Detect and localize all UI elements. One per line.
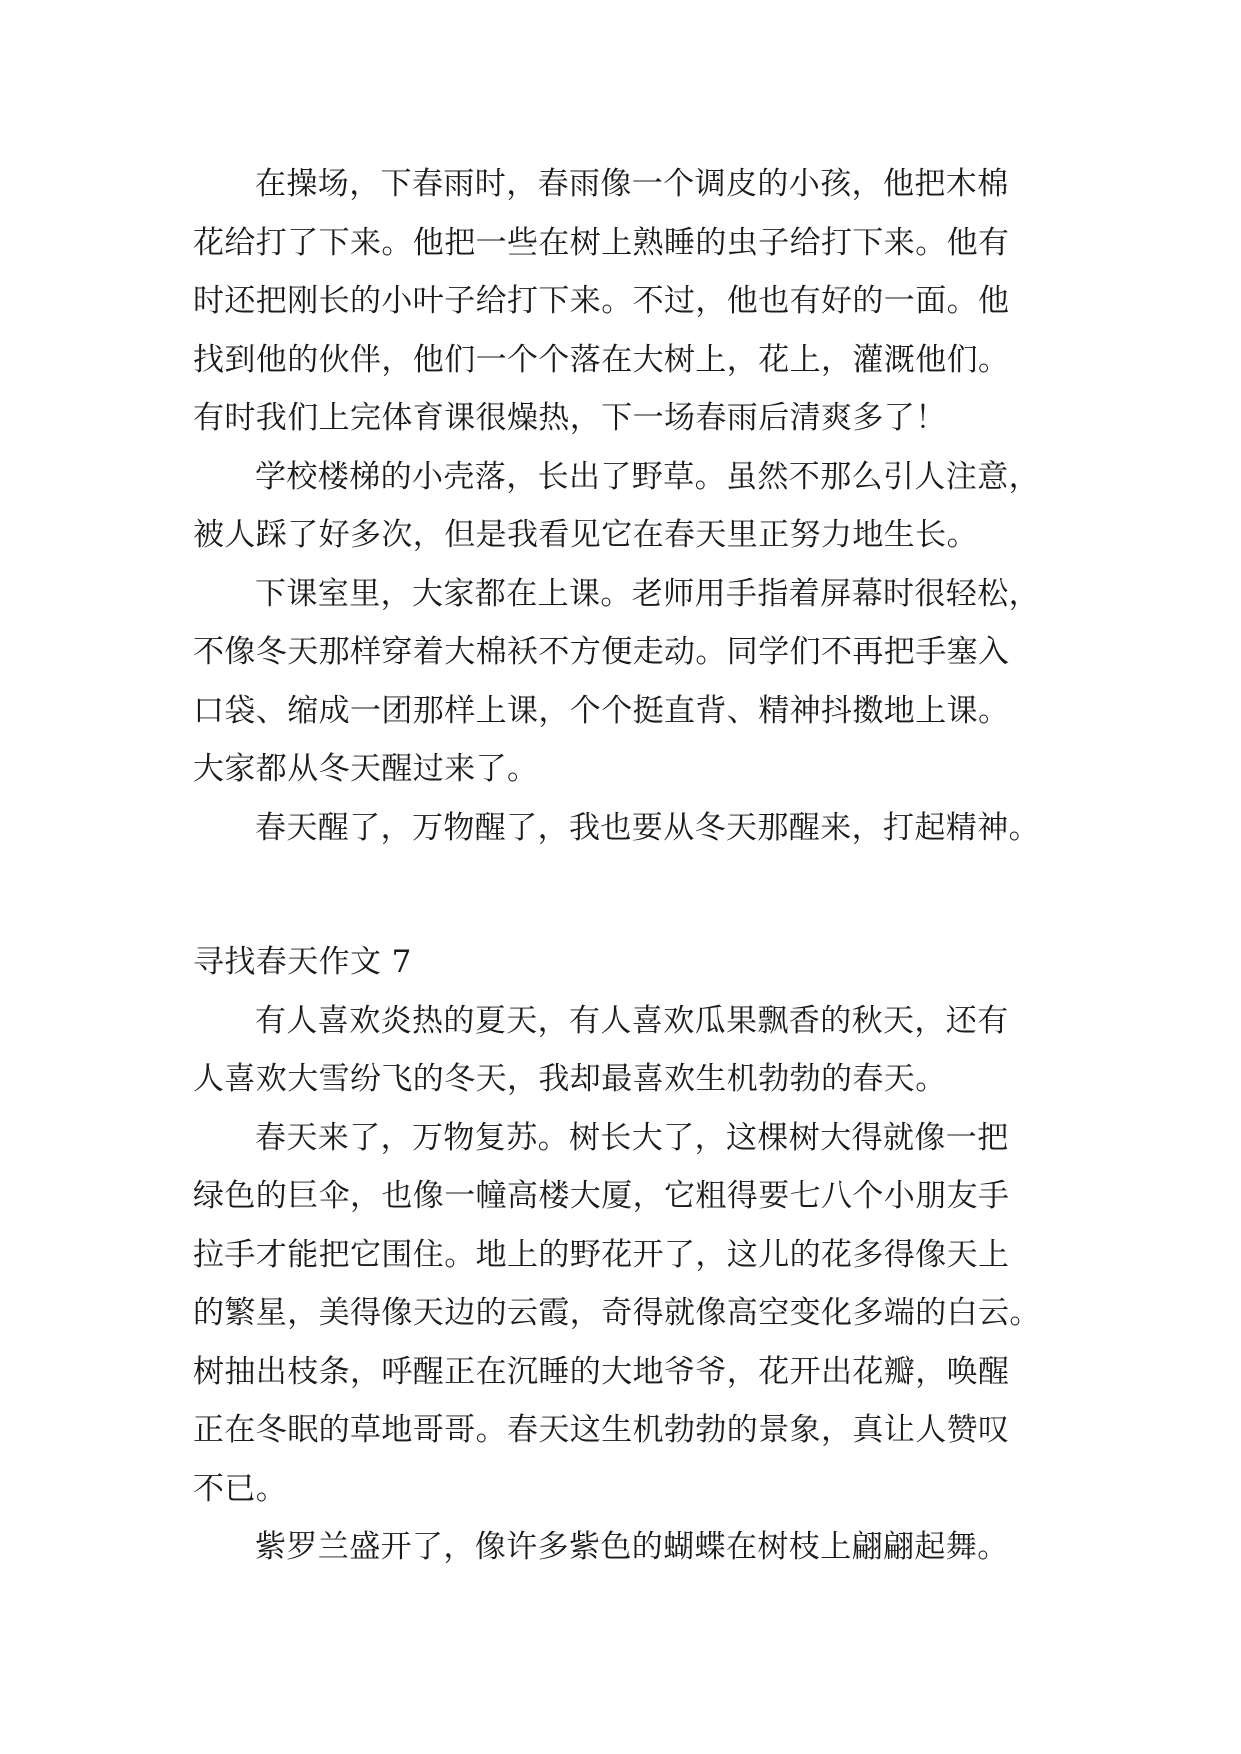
text-line: 树抽出枝条，呼醒正在沉睡的大地爷爷，花开出花瓣，唤醒 (193, 1353, 1010, 1390)
paragraph (193, 155, 1083, 448)
text-line: 不已。 (193, 1470, 288, 1507)
text-line: 春天来了，万物复苏。树长大了，这棵树大得就像一把 (255, 1119, 1009, 1156)
paragraph (193, 1109, 1083, 1519)
text-line: 紫罗兰盛开了，像许多紫色的蝴蝶在树枝上翩翩起舞。 (255, 1529, 1009, 1565)
paragraph (193, 992, 1083, 1109)
paragraph (193, 448, 1083, 565)
text-line: 被人踩了好多次，但是我看见它在春天里正努力地生长。 (193, 517, 978, 553)
text-line: 下课室里，大家都在上课。老师用手指着屏幕时很轻松， (255, 575, 1040, 612)
text-line: 绿色的巨伞，也像一幢高楼大厦，它粗得要七八个小朋友手 (193, 1178, 1010, 1214)
paragraph (193, 799, 1083, 858)
text-line: 口袋、缩成一团那样上课，个个挺直背、精神抖擞地上课。 (193, 692, 1010, 729)
text-line: 的繁星，美得像天边的云霞，奇得就像高空变化多端的白云。 (193, 1295, 1041, 1331)
section-heading: 寻找春天作文 7 (193, 944, 412, 980)
section-gap (193, 857, 1083, 933)
text-line: 找到他的伙伴，他们一个个落在大树上，花上，灌溉他们。 (193, 341, 1010, 378)
text-line: 人喜欢大雪纷飞的冬天，我却最喜欢生机勃勃的春天。 (193, 1061, 947, 1097)
essay-text (193, 155, 1083, 1577)
paragraph (193, 1518, 1083, 1577)
text-line: 正在冬眠的草地哥哥。春天这生机勃勃的景象，真让人赞叹 (193, 1412, 1010, 1448)
text-line: 大家都从冬天醒过来了。 (193, 751, 539, 787)
text-line: 时还把刚长的小叶子给打下来。不过，他也有好的一面。他 (193, 283, 1010, 319)
text-line: 有人喜欢炎热的夏天，有人喜欢瓜果飘香的秋天，还有 (255, 1002, 1009, 1039)
paragraph (193, 565, 1083, 799)
text-line: 有时我们上完体育课很燥热，下一场春雨后清爽多了！ (193, 400, 947, 436)
text-line: 春天醒了，万物醒了，我也要从冬天那醒来，打起精神。 (255, 809, 1040, 846)
text-line: 不像冬天那样穿着大棉袄不方便走动。同学们不再把手塞入 (193, 634, 1010, 670)
text-line: 拉手才能把它围住。地上的野花开了，这儿的花多得像天上 (193, 1236, 1010, 1273)
text-line: 学校楼梯的小壳落，长出了野草。虽然不那么引人注意， (255, 458, 1040, 495)
text-line: 花给打了下来。他把一些在树上熟睡的虫子给打下来。他有 (193, 224, 1010, 261)
text-line: 在操场，下春雨时，春雨像一个调皮的小孩，他把木棉 (255, 166, 1009, 202)
